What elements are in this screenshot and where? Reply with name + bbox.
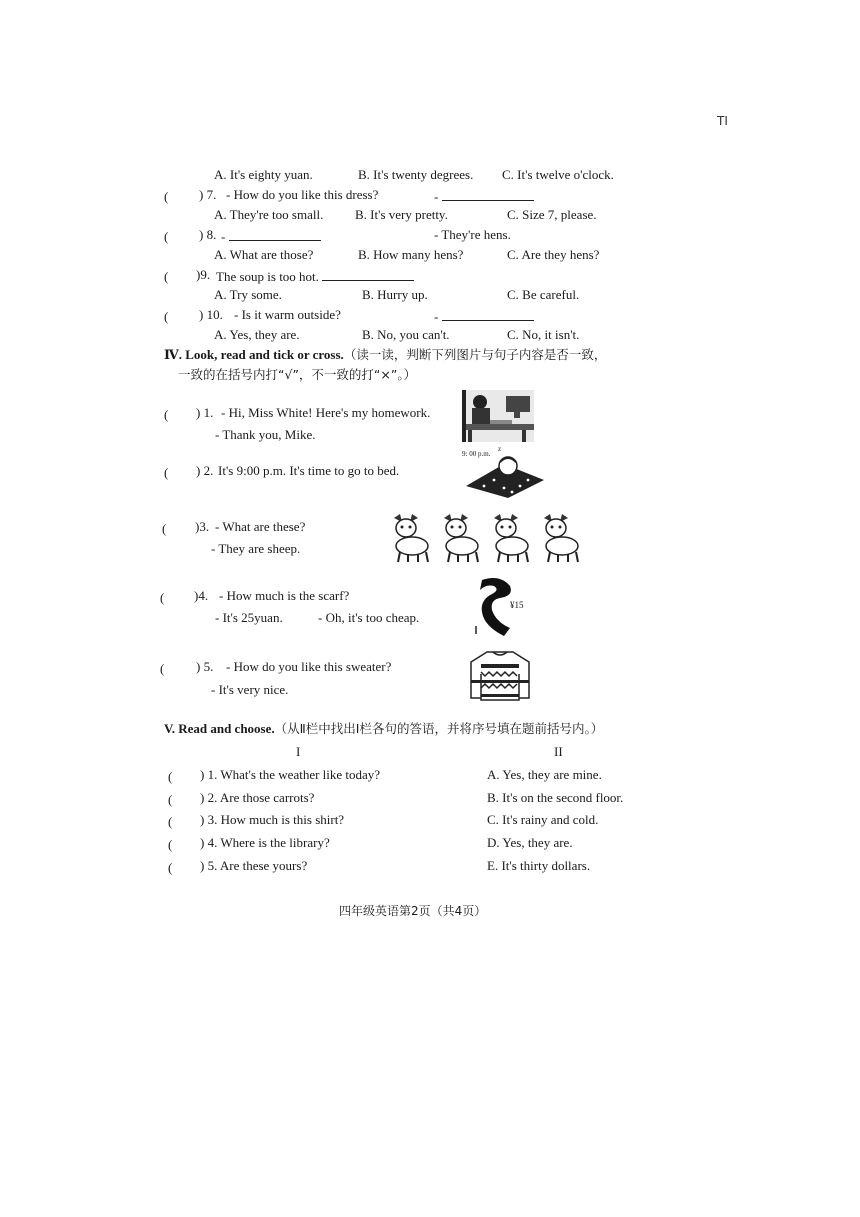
s4-item4-line1: - How much is the scarf? <box>219 588 350 603</box>
s4-item5-paren: ( <box>160 661 165 676</box>
s4-item2-paren: ( <box>164 465 169 480</box>
s5-answer-d: D. Yes, they are. <box>487 835 573 850</box>
q8-reply: - They're hens. <box>434 227 511 242</box>
q6-option-c: C. It's twelve o'clock. <box>502 167 614 182</box>
s4-item4-number: )4. <box>194 588 209 603</box>
q6-option-a: A. It's eighty yuan. <box>214 167 313 182</box>
q10-option-c: C. No, it isn't. <box>507 327 580 342</box>
q6-option-b: B. It's twenty degrees. <box>358 167 474 182</box>
s5-answer-e: E. It's thirty dollars. <box>487 858 591 873</box>
s4-item5-line1: - How do you like this sweater? <box>226 659 392 674</box>
q10-question: - Is it warm outside? <box>234 307 341 322</box>
q8-option-c: C. Are they hens? <box>507 247 600 262</box>
q9-option-a: A. Try some. <box>214 287 282 302</box>
corner-mark: TI <box>717 114 728 128</box>
s5-answer-b: B. It's on the second floor. <box>487 790 624 805</box>
s4-item4-line2a: - It's 25yuan. <box>215 610 283 625</box>
s5-q3-paren: ( <box>168 814 173 829</box>
q10-option-a: A. Yes, they are. <box>214 327 300 342</box>
s4-item2-line1: It's 9:00 p.m. It's time to go to bed. <box>218 463 400 478</box>
s5-q4-paren: ( <box>168 837 173 852</box>
q7-option-c: C. Size 7, please. <box>507 207 597 222</box>
s4-item4-paren: ( <box>160 590 165 605</box>
section5-heading: V. Read and choose.（从Ⅱ栏中找出Ⅰ栏各句的答语，并将序号填在题前括号内。） <box>164 721 604 736</box>
s4-item3-line2: - They are sheep. <box>211 541 301 556</box>
s4-item3-number: )3. <box>195 519 210 534</box>
s4-item3-paren: ( <box>162 521 167 536</box>
section4-instruction: 一致的在括号内打“√”，不一致的打“×”。） <box>178 367 417 382</box>
s5-question-3: ) 3. How much is this shirt? <box>200 812 345 827</box>
q10-answer-dash: - <box>434 308 534 323</box>
s4-item1-paren: ( <box>164 407 169 422</box>
column-i-header: I <box>296 744 301 759</box>
q8-option-a: A. What are those? <box>214 247 314 262</box>
s5-q1-paren: ( <box>168 769 173 784</box>
q9-number: )9. <box>196 267 211 282</box>
q8-option-b: B. How many hens? <box>358 247 464 262</box>
s4-item1-line2: - Thank you, Mike. <box>215 427 316 442</box>
page-footer: 四年级英语第2页（共4页） <box>339 904 487 918</box>
s5-q5-paren: ( <box>168 860 173 875</box>
s5-q2-paren: ( <box>168 792 173 807</box>
q7-option-b: B. It's very pretty. <box>355 207 448 222</box>
s5-answer-c: C. It's rainy and cold. <box>487 812 599 827</box>
q8-paren: ( <box>164 229 169 244</box>
s5-question-1: ) 1. What's the weather like today? <box>200 767 381 782</box>
q8-number: ) 8. <box>199 227 217 242</box>
q10-option-b: B. No, you can't. <box>362 327 450 342</box>
s5-question-4: ) 4. Where is the library? <box>200 835 330 850</box>
q9-paren: ( <box>164 269 169 284</box>
boy-doing-homework-picture <box>462 390 534 442</box>
s5-question-5: ) 5. Are these yours? <box>200 858 308 873</box>
s4-item4-line2b: - Oh, it's too cheap. <box>318 610 420 625</box>
q9-option-b: B. Hurry up. <box>362 287 428 302</box>
q7-paren: ( <box>164 189 169 204</box>
q10-paren: ( <box>164 309 169 324</box>
patterned-sweater-picture <box>469 650 531 702</box>
q7-question: - How do you like this dress? <box>226 187 379 202</box>
q7-option-a: A. They're too small. <box>214 207 324 222</box>
scarf-price-label: ¥15 <box>510 600 524 610</box>
q7-answer-dash: - <box>434 188 534 203</box>
s4-item1-number: ) 1. <box>196 405 214 420</box>
column-ii-header: II <box>554 744 563 759</box>
child-sleeping-picture <box>464 452 546 500</box>
q7-number: ) 7. <box>199 187 217 202</box>
q10-number: ) 10. <box>199 307 223 322</box>
sleep-zz-label: z <box>498 445 502 453</box>
s4-item3-line1: - What are these? <box>215 519 306 534</box>
s4-item5-line2: - It's very nice. <box>211 682 289 697</box>
q8-question: - <box>221 228 321 243</box>
s4-item5-number: ) 5. <box>196 659 214 674</box>
q9-question: The soup is too hot. <box>216 268 414 283</box>
s5-answer-a: A. Yes, they are mine. <box>487 767 602 782</box>
bedtime-clock-label: 9: 00 p.m. <box>462 450 491 458</box>
s5-question-2: ) 2. Are those carrots? <box>200 790 315 805</box>
s4-item2-number: ) 2. <box>196 463 214 478</box>
four-goats-picture <box>388 512 588 564</box>
section4-heading: Ⅳ. Look, read and tick or cross.（读一读，判断下列图片与句子内容是否一致， <box>164 347 607 362</box>
s4-item1-line1: - Hi, Miss White! Here's my homework. <box>221 405 431 420</box>
q9-option-c: C. Be careful. <box>507 287 580 302</box>
